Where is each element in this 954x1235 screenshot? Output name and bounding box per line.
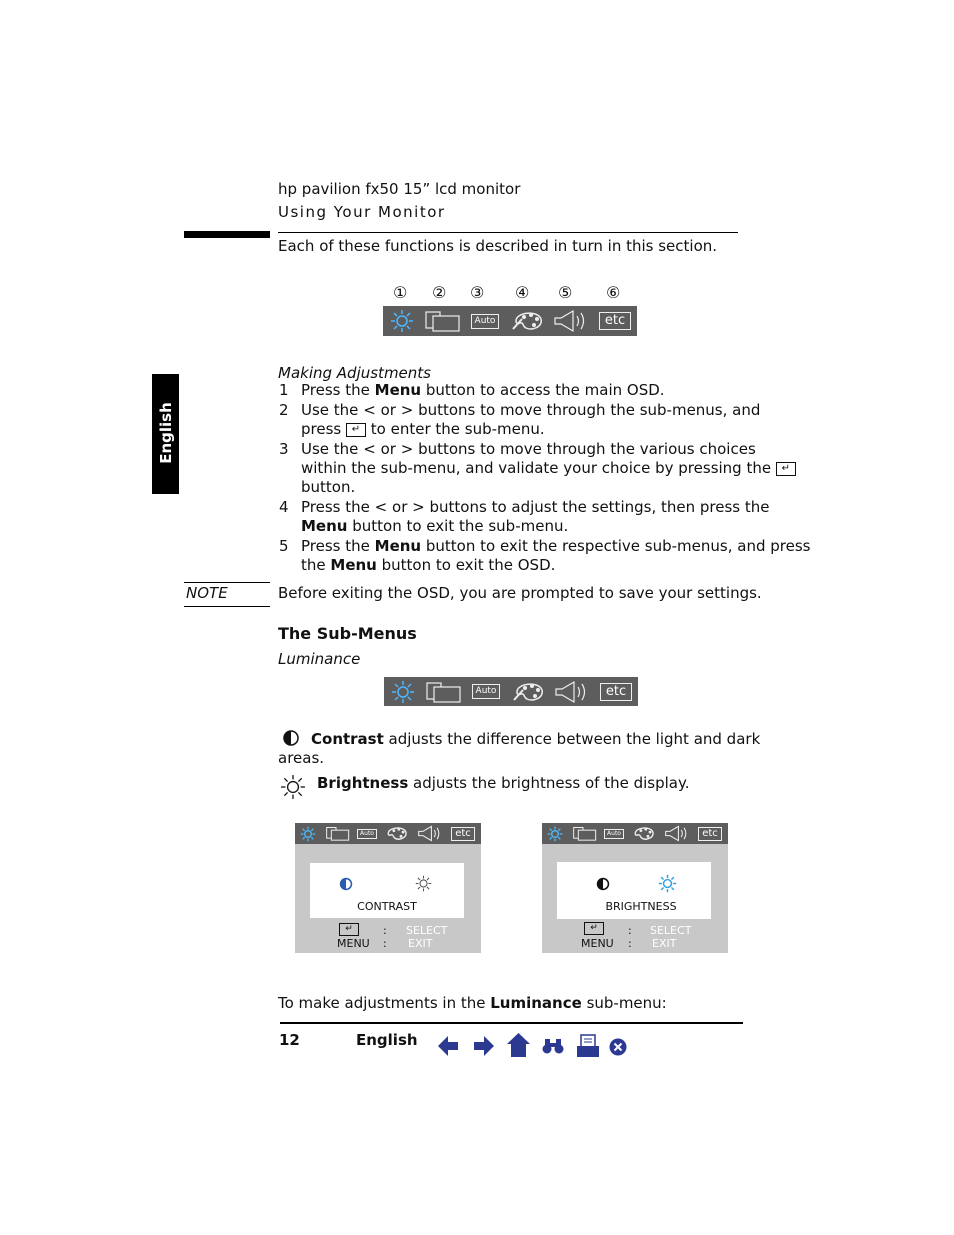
- image-position-icon: [321, 826, 355, 841]
- luminance-heading: Luminance: [278, 650, 361, 668]
- contrast-icon: [282, 729, 300, 751]
- header-rule: [278, 232, 738, 233]
- document-section-title: Using Your Monitor: [278, 203, 446, 221]
- search-binoculars-icon[interactable]: [542, 1037, 564, 1059]
- select-label: SELECT: [406, 924, 448, 937]
- luminance-icon: [383, 309, 421, 333]
- step-3-number: 3: [279, 440, 289, 458]
- step-4-text: Press the < or > buttons to adjust the settings, then press the: [301, 498, 770, 516]
- contrast-submenu-box: [310, 863, 464, 918]
- brightness-label: BRIGHTNESS: [605, 900, 677, 913]
- color-palette-icon: [379, 825, 413, 842]
- luminance-icon: [542, 826, 568, 842]
- step-4-text-cont: Menu button to exit the sub-menu.: [301, 517, 569, 535]
- step-4-number: 4: [279, 498, 289, 516]
- select-label: SELECT: [650, 924, 692, 937]
- brightness-screen: [542, 823, 728, 953]
- close-icon[interactable]: [609, 1038, 627, 1060]
- step-2-text-cont: press ↵ to enter the sub-menu.: [301, 420, 545, 438]
- footer-language: English: [356, 1031, 418, 1049]
- marker-1: ①: [393, 283, 408, 302]
- brightness-icon: [658, 874, 677, 897]
- brightness-icon: [415, 875, 432, 896]
- marker-2: ②: [432, 283, 447, 302]
- step-2-number: 2: [279, 401, 289, 419]
- etc-icon: etc: [593, 312, 637, 330]
- sub-menus-heading: The Sub-Menus: [278, 624, 417, 643]
- marker-5: ⑤: [558, 283, 573, 302]
- menu-label: MENU: [337, 937, 370, 950]
- select-colon: :: [383, 924, 387, 937]
- audio-speaker-icon: [413, 825, 447, 842]
- step-3-text-end: button.: [301, 478, 356, 496]
- side-tab-label: English: [157, 402, 175, 464]
- intro-text: Each of these functions is described in turn in this section.: [278, 237, 718, 255]
- exit-label: EXIT: [652, 937, 677, 950]
- contrast-label: CONTRAST: [357, 900, 417, 913]
- footer-rule: [280, 1022, 743, 1024]
- marker-4: ④: [515, 283, 530, 302]
- exit-colon: :: [628, 937, 632, 950]
- luminance-adjust-intro: To make adjustments in the Luminance sub-menu:: [278, 994, 667, 1012]
- step-1-number: 1: [279, 381, 289, 399]
- exit-colon: :: [383, 937, 387, 950]
- exit-label: EXIT: [408, 937, 433, 950]
- contrast-icon: [596, 876, 610, 895]
- enter-key-icon: ↵: [584, 922, 604, 935]
- right-arrow-icon: >: [400, 401, 414, 419]
- home-icon[interactable]: [506, 1032, 531, 1062]
- image-position-icon: [568, 826, 602, 841]
- step-1-text: Press the Menu button to access the main OSD.: [301, 381, 665, 399]
- left-arrow-icon: <: [374, 498, 388, 516]
- menu-label: MENU: [581, 937, 614, 950]
- note-top-rule: [184, 582, 270, 583]
- contrast-description: Contrast adjusts the difference between the light and dark: [311, 730, 761, 748]
- select-colon: :: [628, 924, 632, 937]
- etc-icon: etc: [594, 683, 638, 701]
- audio-speaker-icon: [550, 680, 594, 704]
- page-number: 12: [279, 1031, 300, 1049]
- step-5-text: Press the Menu button to exit the respective sub-menus, and press: [301, 537, 811, 555]
- color-palette-icon: [505, 309, 549, 333]
- making-adjustments-heading: Making Adjustments: [278, 364, 431, 382]
- marker-3: ③: [470, 283, 485, 302]
- document-product-title: hp pavilion fx50 15” lcd monitor: [278, 180, 521, 198]
- osd-luminance-bar: [384, 677, 638, 706]
- note-text: Before exiting the OSD, you are prompted to save your settings.: [278, 584, 762, 602]
- osd-menu-bar: [383, 306, 637, 336]
- brightness-description: Brightness adjusts the brightness of the display.: [317, 774, 690, 792]
- auto-adjust-icon: Auto: [466, 684, 506, 699]
- image-position-icon: [422, 681, 466, 703]
- left-arrow-icon: <: [363, 440, 376, 458]
- brightness-icon: [280, 774, 306, 804]
- contrast-description-cont: areas.: [278, 749, 325, 767]
- next-page-arrow-icon[interactable]: [473, 1034, 495, 1062]
- audio-speaker-icon: [549, 309, 593, 333]
- left-arrow-icon: <: [363, 401, 376, 419]
- step-3-text-cont: within the sub-menu, and validate your choice by pressing the ↵: [301, 459, 796, 478]
- note-bottom-rule: [184, 606, 270, 607]
- step-5-number: 5: [279, 537, 289, 555]
- etc-icon: etc: [694, 827, 726, 841]
- auto-adjust-icon: Auto: [602, 829, 626, 839]
- contrast-screen: [295, 823, 481, 953]
- screen-osd-bar: [542, 823, 728, 844]
- language-side-tab: [152, 374, 179, 494]
- color-palette-icon: [626, 825, 660, 842]
- screen-osd-bar: [295, 823, 481, 844]
- etc-icon: etc: [447, 827, 479, 841]
- brightness-submenu-box: [557, 862, 711, 919]
- image-position-icon: [421, 310, 465, 332]
- step-3-text: Use the < or > buttons to move through the various choices: [301, 440, 756, 458]
- step-2-text: Use the < or > buttons to move through the sub-menus, and: [301, 401, 761, 419]
- print-icon[interactable]: [576, 1034, 600, 1062]
- luminance-icon: [384, 680, 422, 704]
- right-arrow-icon: >: [412, 498, 425, 516]
- marker-6: ⑥: [606, 283, 621, 302]
- note-label: NOTE: [186, 584, 228, 602]
- right-arrow-icon: >: [400, 440, 414, 458]
- auto-adjust-icon: Auto: [465, 314, 505, 329]
- enter-key-icon: ↵: [776, 462, 796, 476]
- audio-speaker-icon: [660, 825, 694, 842]
- enter-key-icon: ↵: [346, 423, 366, 437]
- color-palette-icon: [506, 680, 550, 704]
- step-5-text-cont: the Menu button to exit the OSD.: [301, 556, 556, 574]
- previous-page-arrow-icon[interactable]: [437, 1034, 459, 1062]
- luminance-icon: [295, 826, 321, 842]
- enter-key-icon: ↵: [339, 923, 359, 936]
- header-thick-rule: [184, 231, 270, 238]
- auto-adjust-icon: Auto: [355, 829, 379, 839]
- contrast-icon: [339, 876, 353, 895]
